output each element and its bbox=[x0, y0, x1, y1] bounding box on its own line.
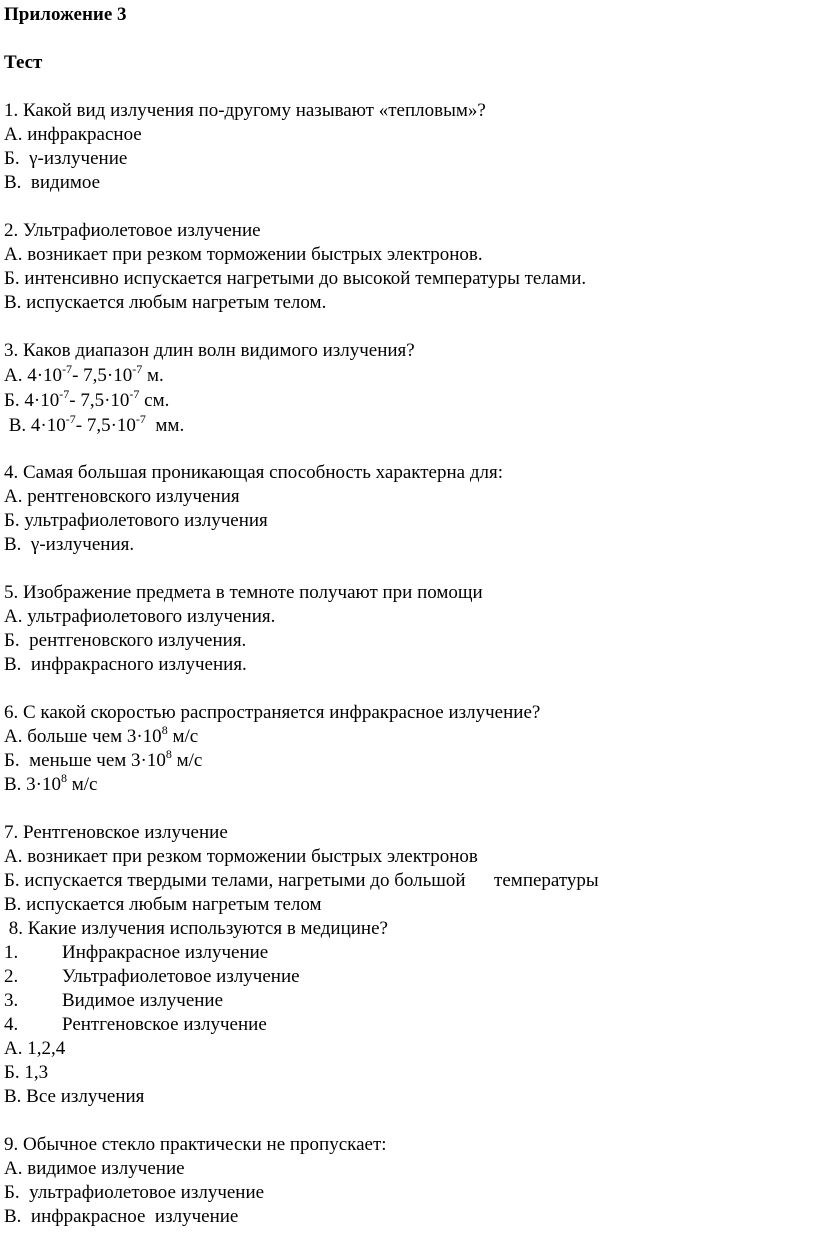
q2-option-a: А. возникает при резком торможении быстрых электронов. bbox=[4, 244, 483, 265]
q5-option-a: А. ультрафиолетового излучения. bbox=[4, 606, 276, 627]
q9-option-a: А. видимое излучение bbox=[4, 1158, 185, 1179]
q3-option-b: Б. $4\cdot 10^{-7}-$ $7,5\cdot 10^{-7}$ см. bbox=[4, 387, 170, 411]
question-2: 2. Ультрафиолетовое излучение bbox=[4, 220, 261, 241]
q6-option-a: А. больше чем $3\cdot 10^8$ м/с bbox=[4, 723, 199, 747]
q7-option-b: Б. испускается твердыми телами, нагретыми до большой температуры bbox=[4, 870, 599, 891]
q8-list-item: 2. Ультрафиолетовое излучение bbox=[4, 966, 300, 987]
question-7: 7. Рентгеновское излучение bbox=[4, 822, 228, 843]
q7-option-c: В. испускается любым нагретым телом bbox=[4, 894, 322, 915]
q8-list-item: 4. Рентгеновское излучение bbox=[4, 1014, 267, 1035]
question-5: 5. Изображение предмета в темноте получают при помощи bbox=[4, 582, 483, 603]
q8-list-item: 1. Инфракрасное излучение bbox=[4, 942, 269, 963]
q2-option-b: Б. интенсивно испускается нагретыми до высокой температуры телами. bbox=[4, 268, 587, 289]
q3-option-a: А. $4\cdot 10^{-7}-$ $7,5\cdot 10^{-7}$ м. bbox=[4, 362, 164, 386]
q1-option-b: Б. γ-излучение bbox=[4, 148, 128, 169]
q3-option-c: В. $4\cdot 10^{-7}-$ $7,5\cdot 10^{-7}$ мм. bbox=[4, 412, 185, 436]
question-3: 3. Каков диапазон длин волн видимого излучения? bbox=[4, 340, 415, 361]
q8-option-a: А. 1,2,4 bbox=[4, 1038, 66, 1059]
q8-option-b: Б. 1,3 bbox=[4, 1062, 49, 1083]
q6-option-c: В. $3\cdot 10^8$ м/с bbox=[4, 771, 98, 795]
q2-option-c: В. испускается любым нагретым телом. bbox=[4, 292, 327, 313]
q5-option-c: В. инфракрасного излучения. bbox=[4, 654, 247, 675]
appendix-label: Приложение 3 bbox=[4, 4, 127, 25]
q5-option-b: Б. рентгеновского излучения. bbox=[4, 630, 247, 651]
q4-option-a: А. рентгеновского излучения bbox=[4, 486, 240, 507]
q1-option-c: В. видимое bbox=[4, 172, 101, 193]
q4-option-b: Б. ультрафиолетового излучения bbox=[4, 510, 268, 531]
q8-option-c: В. Все излучения bbox=[4, 1086, 145, 1107]
question-1: 1. Какой вид излучения по-другому называют «тепловым»? bbox=[4, 100, 486, 121]
question-4: 4. Самая большая проникающая способность характерна для: bbox=[4, 462, 503, 483]
q1-option-a: А. инфракрасное bbox=[4, 124, 142, 145]
q9-option-c: В. инфракрасное излучение bbox=[4, 1206, 239, 1227]
page-title: Тест bbox=[4, 52, 43, 73]
question-6: 6. С какой скоростью распространяется инфракрасное излучение? bbox=[4, 702, 541, 723]
q7-option-a: А. возникает при резком торможении быстрых электронов bbox=[4, 846, 478, 867]
q4-option-c: В. γ-излучения. bbox=[4, 534, 135, 555]
question-9: 9. Обычное стекло практически не пропускает: bbox=[4, 1134, 387, 1155]
q6-option-b: Б. меньше чем $3\cdot 10^8$ м/с bbox=[4, 747, 203, 771]
question-8: 8. Какие излучения используются в медицине? bbox=[4, 918, 388, 939]
q9-option-b: Б. ультрафиолетовое излучение bbox=[4, 1182, 265, 1203]
q8-list-item: 3. Видимое излучение bbox=[4, 990, 224, 1011]
